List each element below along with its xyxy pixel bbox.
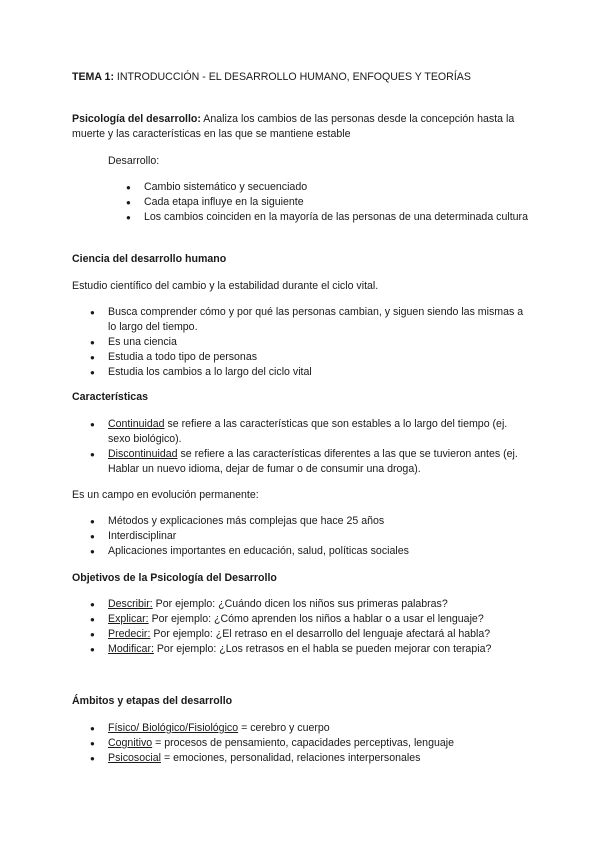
caracteristicas-heading: Características xyxy=(72,391,148,403)
objetivos-heading: Objetivos de la Psicología del Desarrollo xyxy=(72,572,277,584)
discontinuidad-term: Discontinuidad xyxy=(108,448,178,460)
ambito-text: = emociones, personalidad, relaciones interpersonales xyxy=(161,752,421,764)
list-item: ● Estudia a todo tipo de personas xyxy=(72,350,532,365)
ciencia-heading: Ciencia del desarrollo humano xyxy=(72,253,227,265)
continuidad-text: se refiere a las características que son estables a lo largo del tiempo (ej. sexo biológico). xyxy=(108,418,508,445)
list-item: ● Métodos y explicaciones más complejas que hace 25 años xyxy=(72,514,532,529)
ambitos-list xyxy=(72,721,532,766)
list-item xyxy=(72,417,532,447)
objetivo-text: Por ejemplo: ¿Cuándo dicen los niños sus primeras palabras? xyxy=(152,598,448,610)
desarrollo-list xyxy=(72,180,532,225)
objetivo-term: Predecir: xyxy=(108,628,151,640)
list-item: ● Aplicaciones importantes en educación, salud, políticas sociales xyxy=(72,544,532,559)
list-item: ● Cada etapa influye en la siguiente xyxy=(72,195,532,210)
list-item xyxy=(72,612,532,627)
discontinuidad-text: se refiere a las características diferentes a las que se tuvieron antes (ej. Hablar un nuevo idioma, dejar de fumar o de consumir una droga). xyxy=(108,448,518,475)
objetivo-term: Modificar: xyxy=(108,643,154,655)
objetivo-text: Por ejemplo: ¿Los retrasos en el habla se pueden mejorar con terapia? xyxy=(153,643,492,655)
psicologia-text: Analiza los cambios de las personas desde la concepción hasta la muerte y las características en las que se mantiene estable xyxy=(72,113,515,140)
ambito-term: Psicosocial xyxy=(108,752,161,764)
list-item xyxy=(72,597,532,612)
list-item: ● Los cambios coinciden en la mayoría de las personas de una determinada cultura xyxy=(72,210,532,225)
list-item xyxy=(72,721,532,736)
ambito-text: = cerebro y cuerpo xyxy=(238,722,330,734)
psicologia-definition xyxy=(72,112,532,142)
list-item xyxy=(72,751,532,766)
list-item: ● Es una ciencia xyxy=(72,335,532,350)
list-item: ● Cambio sistemático y secuenciado xyxy=(72,180,532,195)
list-item: ● Busca comprender cómo y por qué las personas cambian, y siguen siendo las mismas a lo largo del tiempo. xyxy=(72,305,532,335)
objetivo-term: Describir: xyxy=(108,598,153,610)
objetivos-list xyxy=(72,597,532,657)
list-item xyxy=(72,627,532,642)
list-item: ● Interdisciplinar xyxy=(72,529,532,544)
campo-intro: Es un campo en evolución permanente: xyxy=(72,489,259,501)
list-item xyxy=(72,447,532,477)
desarrollo-label: Desarrollo: xyxy=(108,155,160,167)
objetivo-term: Explicar: xyxy=(108,613,149,625)
continuidad-term: Continuidad xyxy=(108,418,165,430)
ciencia-intro: Estudio científico del cambio y la estabilidad durante el ciclo vital. xyxy=(72,280,379,292)
objetivo-text: Por ejemplo: ¿Cómo aprenden los niños a hablar o a usar el lenguaje? xyxy=(148,613,484,625)
campo-list xyxy=(72,514,532,559)
ambito-term: Físico/ Biológico/Fisiológico xyxy=(108,722,239,734)
objetivo-text: Por ejemplo: ¿El retraso en el desarrollo del lenguaje afectará al habla? xyxy=(150,628,491,640)
ambito-term: Cognitivo xyxy=(108,737,153,749)
caracteristicas-list xyxy=(72,417,532,477)
psicologia-term: Psicología del desarrollo: xyxy=(72,113,201,125)
ciencia-list xyxy=(72,305,532,380)
title-prefix: TEMA 1: xyxy=(72,71,114,83)
list-item xyxy=(72,736,532,751)
title-text: INTRODUCCIÓN - EL DESARROLLO HUMANO, ENFOQUES Y TEORÍAS xyxy=(113,71,471,83)
document-title xyxy=(72,70,532,85)
list-item: ● Estudia los cambios a lo largo del ciclo vital xyxy=(72,365,532,380)
list-item xyxy=(72,642,532,657)
ambitos-heading: Ámbitos y etapas del desarrollo xyxy=(72,695,233,707)
ambito-text: = procesos de pensamiento, capacidades perceptivas, lenguaje xyxy=(152,737,454,749)
